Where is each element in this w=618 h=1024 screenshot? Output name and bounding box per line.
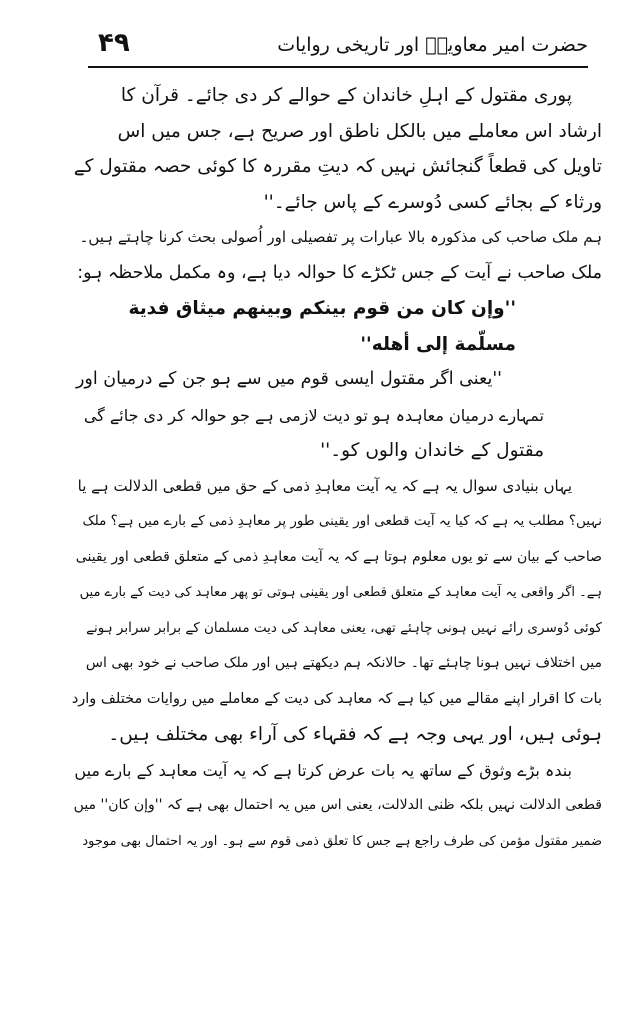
text-line: ہے۔ اگر واقعی یہ آیت معاہد کے متعلق قطعی اور یقینی ہوتی تو پھر معاہد کی دیت کے بارے میں: [79, 585, 602, 600]
text-line: نہیں؟ مطلب یہ ہے کہ کیا یہ آیت قطعی اور یقینی طور پر معاہدِ ذمی کے بارے میں ہے؟ ملک: [82, 513, 602, 529]
text-line: قطعی الدلالت نہیں بلکہ ظنی الدلالت، یعنی اس میں یہ احتمال بھی ہے کہ ''وإن كان'' میں: [73, 797, 602, 813]
text-line: یہاں بنیادی سوال یہ ہے کہ یہ آیت معاہدِ ذمی کے حق میں قطعی الدلالت ہے یا: [77, 476, 572, 495]
quran-verse-line: مسلّمة إلى أهله'': [360, 333, 516, 355]
text-line: ضمیر مقتول مؤمن کی طرف راجع ہے جس کا تعلق ذمی قوم سے ہو۔ اور یہ احتمال بھی موجود: [82, 833, 602, 849]
page-number: ۴۹: [98, 28, 130, 58]
header-rule: [88, 66, 588, 68]
text-line: ہوئی ہیں، اور یہی وجہ ہے کہ فقہاء کی آراء بھی مختلف ہیں۔: [108, 724, 602, 745]
translation-line: تمہارے درمیان معاہدہ ہو تو دیت لازمی ہے جو حوالہ کر دی جائے گی: [83, 405, 544, 425]
translation-line: مقتول کے خاندان والوں کو۔'': [320, 440, 544, 461]
text-line: کوئی دُوسری رائے نہیں ہونی چاہئے تھی، یعنی معاہد کی دیت مسلمان کے برابر سرابر ہونے: [86, 619, 602, 636]
running-title: حضرت امیر معاویہؓ اور تاریخی روایات: [277, 34, 588, 56]
text-line: صاحب کے بیان سے تو یوں معلوم ہوتا ہے کہ یہ آیت معاہدِ ذمی کے متعلق قطعی اور یقینی: [75, 548, 602, 565]
text-line: ورثاء کے بجائے کسی دُوسرے کے پاس جائے۔'': [263, 191, 602, 213]
page-body: [72, 78, 602, 859]
text-line: ارشاد اس معاملے میں بالکل ناطق اور صریح ہے، جس میں اس: [117, 120, 602, 142]
text-line: ملک صاحب نے آیت کے جس ٹکڑے کا حوالہ دیا ہے، وہ مکمل ملاحظہ ہو:: [77, 262, 602, 283]
text-line: بندہ بڑے وثوق کے ساتھ یہ بات عرض کرتا ہے کہ یہ آیت معاہد کے بارے میں: [74, 760, 572, 780]
text-line: تاویل کی قطعاً گنجائش نہیں کہ دیتِ مقررہ کا کوئی حصہ مقتول کے: [73, 156, 602, 177]
quran-verse-line: ''وإن كان من قوم بينكم وبينهم ميثاق فدية: [128, 298, 516, 319]
text-line: میں اختلاف نہیں ہونا چاہئے تھا۔ حالانکہ ہم دیکھتے ہیں اور ملک صاحب نے خود بھی اس: [85, 655, 602, 671]
text-line: ہم ملک صاحب کی مذکورہ بالا عبارات پر تفصیلی اور اُصولی بحث کرنا چاہتے ہیں۔: [79, 228, 602, 246]
page-header: [88, 24, 588, 70]
translation-line: ''یعنی اگر مقتول ایسی قوم میں سے ہو جن کے درمیان اور: [75, 369, 502, 389]
text-line: بات کا اقرار اپنے مقالے میں کیا ہے کہ معاہد کی دیت کے معاملے میں روایات مختلف وارد: [72, 690, 602, 707]
text-line: پوری مقتول کے اہلِ خاندان کے حوالے کر دی جائے۔ قرآن کا: [120, 85, 572, 106]
